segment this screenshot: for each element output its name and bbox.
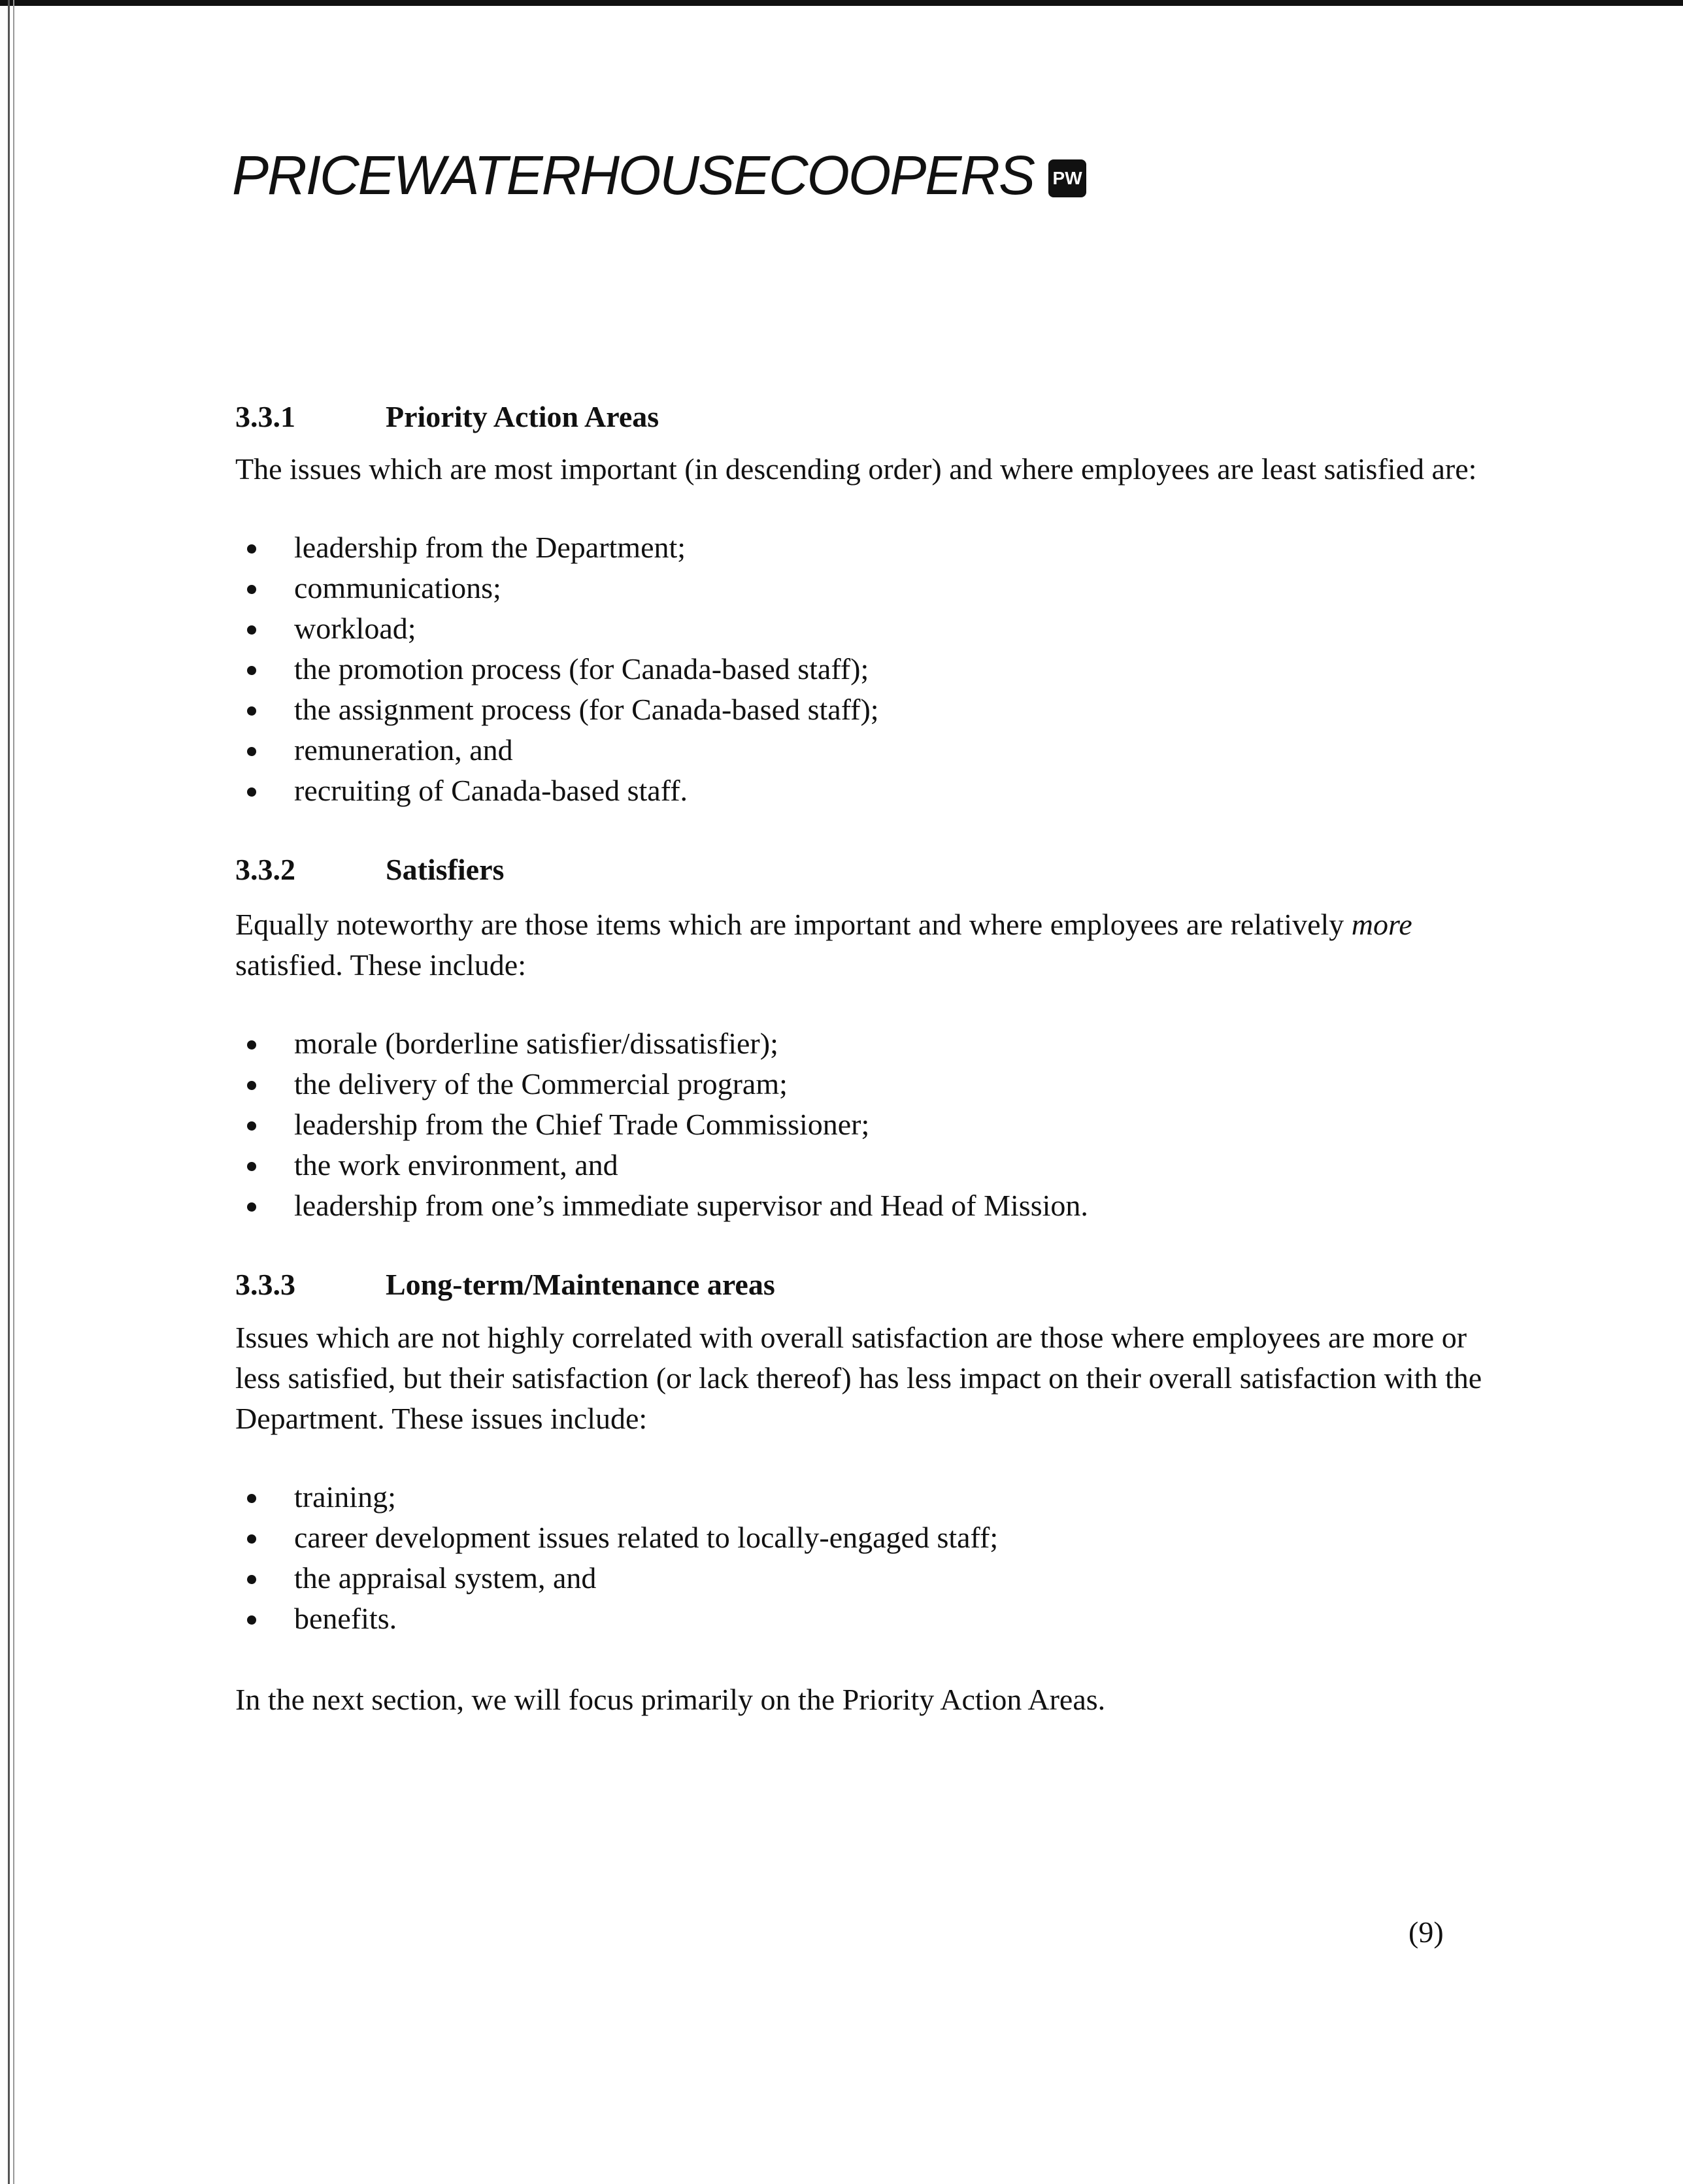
company-logo (232, 111, 1086, 206)
list-item: workload; (235, 608, 1516, 649)
page-left-border-inner (13, 0, 14, 2184)
list-item: the assignment process (for Canada-based staff); (235, 689, 1516, 730)
list-item: leadership from the Chief Trade Commissioner; (235, 1104, 1516, 1145)
priority-action-list (235, 527, 1516, 811)
list-item: the promotion process (for Canada-based staff); (235, 649, 1516, 689)
section-intro (235, 904, 1516, 985)
section-number: 3.3.2 (235, 853, 295, 887)
list-item: career development issues related to locally-engaged staff; (235, 1517, 1516, 1558)
section-title: Satisfiers (386, 853, 505, 887)
section-title: Long-term/Maintenance areas (386, 1268, 775, 1302)
satisfiers-list (235, 1023, 1516, 1226)
intro-emphasis: more (1351, 908, 1412, 942)
list-item: the delivery of the Commercial program; (235, 1064, 1516, 1104)
section-intro: Issues which are not highly correlated with overall satisfaction are those where employees are more or less satisfied, but their satisfaction (or lack thereof) has less impact on their overall satisfaction with the Department. These issues include: (235, 1320, 1482, 1435)
section-heading-3-3-1 (235, 399, 1516, 435)
section-number: 3.3.3 (235, 1268, 295, 1302)
section-intro: The issues which are most important (in descending order) and where employees are least satisfied are: (235, 452, 1477, 486)
logo-badge-icon: PW (1048, 159, 1086, 197)
section-heading-3-3-3 (235, 1266, 1516, 1302)
logo-wordmark: PRICEWATERHOUSECOOPERS (232, 144, 1035, 206)
section-number: 3.3.1 (235, 400, 295, 433)
page-left-border (8, 0, 10, 2184)
list-item: benefits. (235, 1598, 1516, 1639)
list-item: the work environment, and (235, 1145, 1516, 1185)
intro-text: satisfied. These include: (235, 948, 526, 982)
page-number: (9) (1408, 1915, 1444, 1949)
intro-text: Equally noteworthy are those items which are important and where employees are relatively (235, 908, 1352, 942)
list-item: remuneration, and (235, 730, 1516, 770)
maintenance-areas-list (235, 1477, 1516, 1639)
section-title: Priority Action Areas (386, 400, 659, 433)
list-item: training; (235, 1477, 1516, 1517)
list-item: communications; (235, 568, 1516, 608)
list-item: morale (borderline satisfier/dissatisfier); (235, 1023, 1516, 1064)
list-item: leadership from one’s immediate supervisor and Head of Mission. (235, 1185, 1516, 1226)
list-item: leadership from the Department; (235, 527, 1516, 568)
document-body (235, 399, 1516, 1720)
list-item: the appraisal system, and (235, 1558, 1516, 1598)
list-item: recruiting of Canada-based staff. (235, 770, 1516, 811)
section-heading-3-3-2 (235, 852, 1516, 887)
closing-paragraph: In the next section, we will focus primarily on the Priority Action Areas. (235, 1682, 1106, 1716)
page-top-border (0, 0, 1683, 6)
